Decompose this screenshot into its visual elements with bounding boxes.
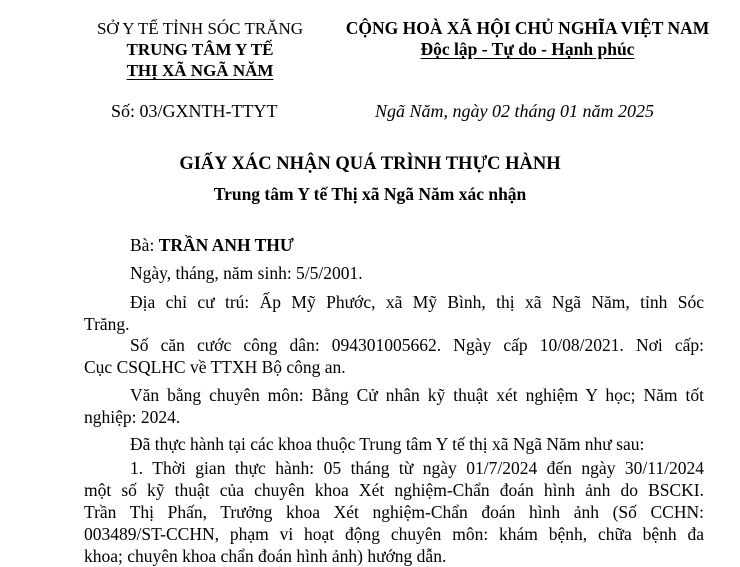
dob-line: Ngày, tháng, năm sinh: 5/5/2001. — [130, 263, 363, 283]
practice-line-5: khoa; chuyên khoa chẩn đoán hình ảnh) hướng dẫn. — [84, 546, 447, 566]
address-line-1: Địa chỉ cư trú: Ấp Mỹ Phước, xã Mỹ Bình, thị xã Ngã Năm, tỉnh Sóc — [130, 292, 704, 312]
issuing-agency-block — [60, 18, 340, 81]
id-paragraph — [84, 334, 704, 378]
degree-line-1: Văn bằng chuyên môn: Bằng Cử nhân kỹ thuật xét nghiệm Y học; Năm tốt — [130, 385, 704, 405]
practice-line-4: 003489/ST-CCHN, phạm vi hoạt động chuyên môn: khám bệnh, chữa bệnh đa — [84, 524, 704, 544]
motto: Độc lập - Tự do - Hạnh phúc — [420, 39, 635, 59]
practice-line-2: một số kỹ thuật của chuyên khoa Xét nghiệm-Chẩn đoán hình ảnh do BSCKI. — [84, 480, 704, 500]
address-line-2: Trăng. — [84, 314, 130, 334]
degree-line-2: nghiệp: 2024. — [84, 407, 181, 427]
practice-line-1: 1. Thời gian thực hành: 05 tháng từ ngày 01/7/2024 đến ngày 30/11/2024 — [130, 458, 704, 478]
document-date: Ngã Năm, ngày 02 tháng 01 năm 2025 — [375, 101, 654, 121]
ministry-line: SỞ Y TẾ TỈNH SÓC TRĂNG — [96, 19, 304, 38]
document-subtitle: Trung tâm Y tế Thị xã Ngã Năm xác nhận — [213, 184, 527, 204]
practice-paragraph — [84, 457, 704, 567]
national-motto-block — [335, 18, 720, 60]
agency-line: TRUNG TÂM Y TẾ — [126, 40, 274, 59]
practice-line-3: Trần Thị Phấn, Trưởng khoa Xét nghiệm-Chẩn đoán hình ảnh (Số CCHN: — [84, 502, 704, 522]
id-line-1: Số căn cước công dân: 094301005662. Ngày cấp 10/08/2021. Nơi cấp: — [130, 335, 704, 355]
agency-locality-line: THỊ XÃ NGÃ NĂM — [126, 61, 274, 80]
person-prefix: Bà: — [130, 235, 159, 255]
practice-intro: Đã thực hành tại các khoa thuộc Trung tâm Y tế thị xã Ngã Năm như sau: — [130, 434, 645, 454]
degree-paragraph — [84, 384, 704, 428]
person-name: TRẦN ANH THƯ — [158, 235, 294, 255]
document-title: GIẤY XÁC NHẬN QUÁ TRÌNH THỰC HÀNH — [179, 154, 561, 174]
document-number: Số: 03/GXNTH-TTYT — [111, 101, 278, 121]
person-line — [130, 234, 710, 256]
id-line-2: Cục CSQLHC về TTXH Bộ công an. — [84, 357, 346, 377]
country-name: CỘNG HOÀ XÃ HỘI CHỦ NGHĨA VIỆT NAM — [345, 18, 710, 38]
address-paragraph — [84, 291, 704, 335]
